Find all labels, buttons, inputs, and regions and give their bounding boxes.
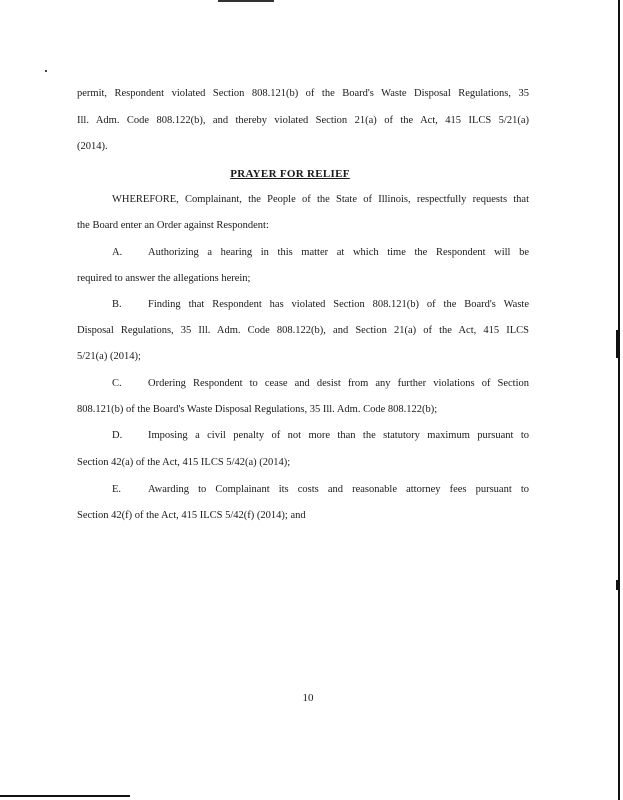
item-letter: E. [112, 484, 122, 495]
item-text: Authorizing a hearing in this matter at which time the Respondent will be [148, 247, 529, 258]
item-text: Imposing a civil penalty of not more than the statutory maximum pursuant to [148, 430, 529, 441]
item-text: Ordering Respondent to cease and desist from any further violations of Section [148, 378, 529, 389]
item-letter: D. [112, 430, 123, 441]
scan-speck [45, 70, 47, 72]
item-text: 5/21(a) (2014); [77, 351, 141, 362]
intro-line-2: Ill. Adm. Code 808.122(b), and thereby violated Section 21(a) of the Act, 415 ILCS 5/21(a) [77, 115, 529, 126]
item-text: Finding that Respondent has violated Section 808.121(b) of the Board's Waste [148, 299, 529, 310]
item-letter: A. [112, 247, 123, 258]
wherefore-line-1: WHEREFORE, Complainant, the People of the State of Illinois, respectfully requests that [112, 194, 529, 205]
intro-line-1: permit, Respondent violated Section 808.121(b) of the Board's Waste Disposal Regulations, 35 [77, 88, 529, 99]
item-text: Disposal Regulations, 35 Ill. Adm. Code 808.122(b), and Section 21(a) of the Act, 415 ILCS [77, 325, 529, 336]
item-letter: B. [112, 299, 122, 310]
scan-mark [616, 330, 620, 358]
item-text: Section 42(a) of the Act, 415 ILCS 5/42(a) (2014); [77, 457, 291, 468]
wherefore-line-2: the Board enter an Order against Respondent: [77, 220, 269, 231]
intro-line-3: (2014). [77, 141, 108, 152]
section-heading: PRAYER FOR RELIEF [230, 168, 350, 180]
item-text: 808.121(b) of the Board's Waste Disposal Regulations, 35 Ill. Adm. Code 808.122(b); [77, 404, 438, 415]
scan-mark [616, 580, 620, 590]
item-letter: C. [112, 378, 122, 389]
item-text: Awarding to Complainant its costs and reasonable attorney fees pursuant to [148, 484, 529, 495]
item-text: Section 42(f) of the Act, 415 ILCS 5/42(f) (2014); and [77, 510, 306, 521]
scan-edge-bottom [0, 795, 130, 797]
scan-edge-top [218, 0, 274, 2]
item-text: required to answer the allegations herein; [77, 273, 251, 284]
scan-edge-right [618, 0, 620, 800]
page-number: 10 [302, 692, 314, 704]
